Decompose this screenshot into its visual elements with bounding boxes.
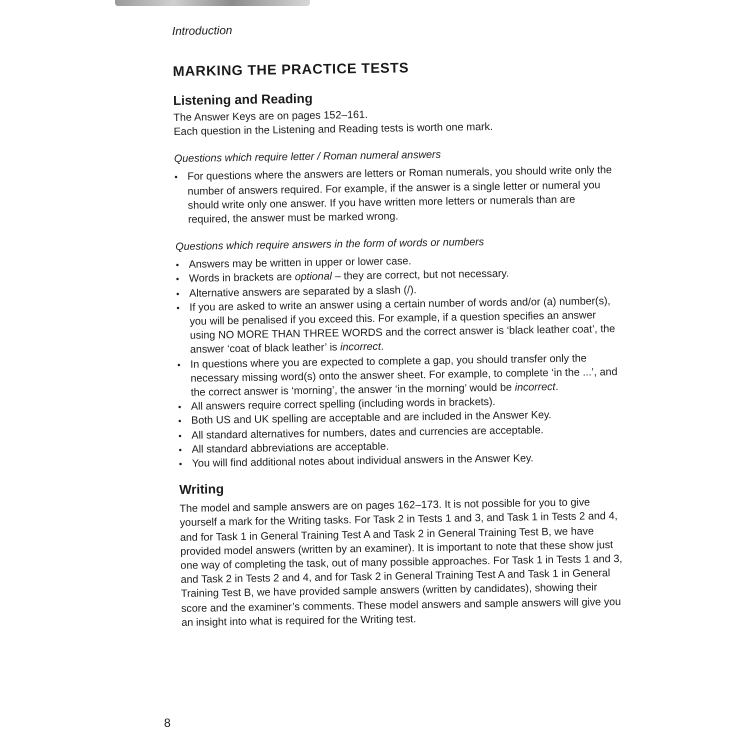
page-number: 8 (164, 716, 171, 730)
writing-heading: Writing (179, 481, 224, 498)
listening-reading-heading: Listening and Reading (173, 90, 313, 108)
list-item: • All standard alternatives for numbers, dates and currencies are acceptable. (178, 422, 623, 443)
document-page (172, 17, 626, 630)
letter-answers-list (174, 163, 620, 227)
emphasis-incorrect: incorrect (514, 381, 556, 394)
list-item: • All answers require correct spelling (including words in brackets). (178, 393, 623, 414)
writing-paragraph: The model and sample answers are on pages 162–173. It is not possible for you to give yourself a mark for the Writing tasks. For Task 2 in Tests 1 and 3, and Task 1 in Tests 2 and 4, and for Task 1 in General Training Test A and Task 2 in General Training Test B, we have provided model answers (written by an examiner). It is important to note that these show just one way of completing the task, out of many possible approaches. For Task 1 in Tests 1 and 3, and Task 2 in Tests 2 and 4, and for Task 2 in General Training Test A and Task 1 in General Training Test B, we have provided sample answers (written by candidates), showing their score and the examiner’s comments. These model answers and sample answers will give you an insight into what is required for the Writing test. (179, 496, 623, 629)
list-item: • You will find additional notes about individual answers in the Answer Key. (179, 450, 624, 471)
one-mark-line: Each question in the Listening and Reading tests is worth one mark. (173, 121, 493, 139)
emphasis-incorrect: incorrect (340, 341, 381, 354)
letter-answers-caption: Questions which require letter / Roman numeral answers (174, 149, 441, 166)
word-answers-list (176, 251, 624, 471)
page-title: MARKING THE PRACTICE TESTS (172, 59, 410, 79)
list-item: • If you are asked to write an answer using a certain number of words and/or (a) number(s), you will be penalised if you exceed this. For example, if a question specifies an answer using NO MORE THAN THREE WORDS and the correct answer is ‘black leather coat’, the answer ‘coat of black leather’ is incorrect. (176, 294, 622, 358)
list-item: • Both US and UK spelling are acceptable and are included in the Answer Key. (178, 407, 623, 428)
word-answers-caption: Questions which require answers in the form of words or numbers (175, 236, 485, 254)
list-item: • For questions where the answers are letters or Roman numerals, you should write only the number of answers required. For example, if the answer is a single letter or numeral you should write only one answer. If you have written more letters or numerals than are required, the answer must be marked wrong. (174, 163, 620, 227)
answer-keys-line: The Answer Keys are on pages 152–161. (173, 108, 368, 124)
list-item: • All standard abbreviations are acceptable. (179, 436, 624, 457)
scan-edge-artifact (115, 0, 310, 6)
list-item: • Answers may be written in upper or lower case. (176, 251, 621, 272)
emphasis-optional: optional (294, 270, 332, 284)
list-item: • In questions where you are expected to complete a gap, you should transfer only the necessary missing word(s) onto the answer sheet. For example, to complete ‘in the ...’, and the correct answer is ‘morning’, the answer ‘in the morning’ would be incorrect. (177, 351, 623, 401)
list-item: • Words in brackets are optional – they are correct, but not necessary. (176, 265, 621, 286)
running-head: Introduction (172, 25, 233, 38)
list-item: • Alternative answers are separated by a slash (/). (176, 280, 621, 301)
